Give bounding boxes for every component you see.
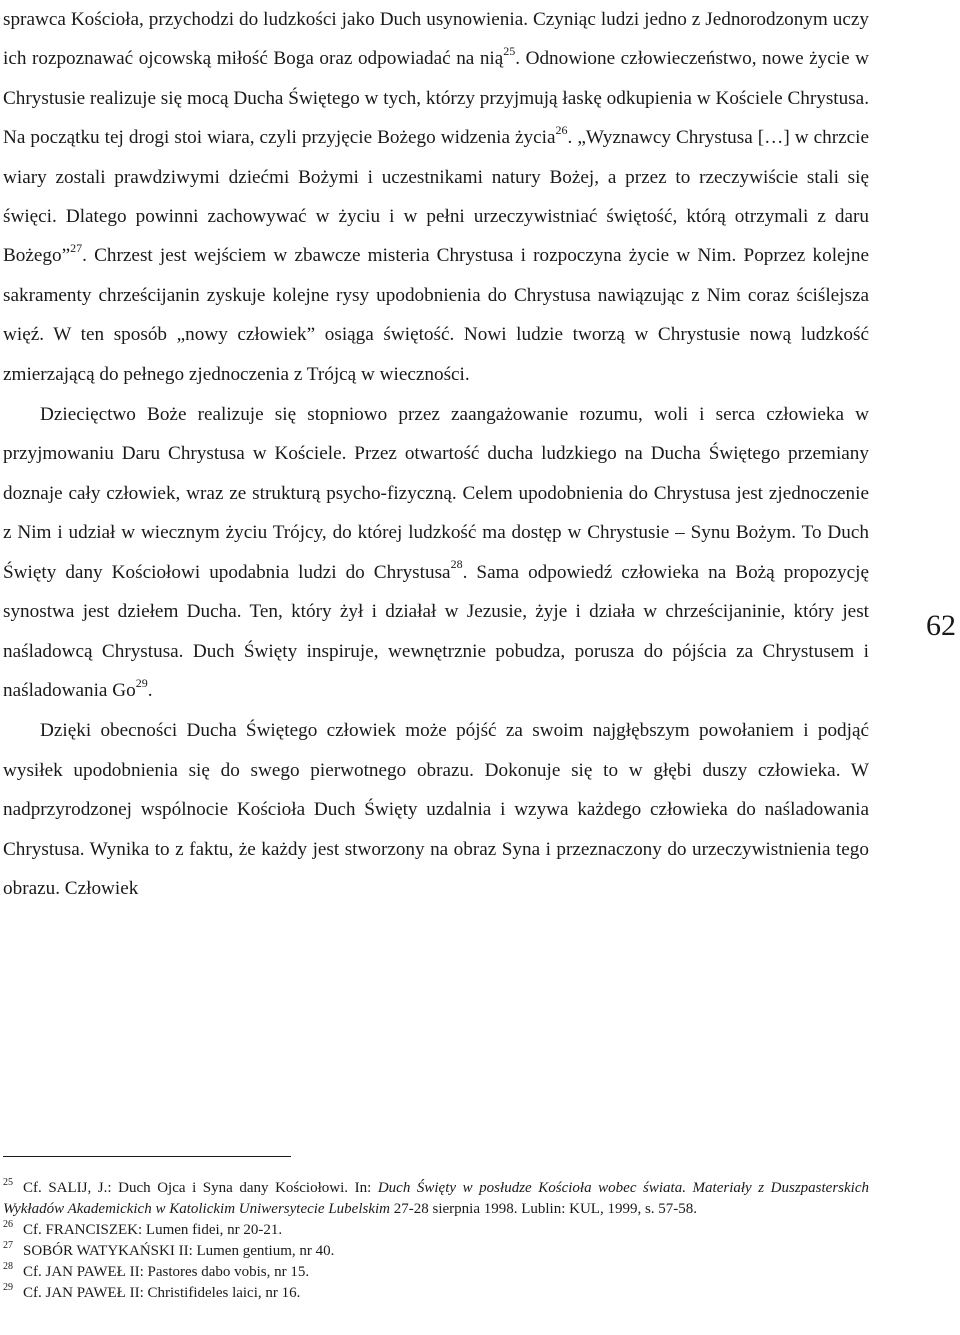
footnote-28 [3,1262,869,1283]
footnote-number: 25 [3,1177,13,1188]
text-run: . Sama odpowiedź człowieka na Bożą propozycję synostwa jest dziełem Ducha. Ten, który żył i działał w Jezusie, żyje i działa w chrześcijaninie, który jest naśladowcą Chrystusa. Duch Święty inspiruje, wewnętrznie pobudza, porusza do pójścia za Chrystusem i naśladowania Go [3,561,869,701]
footnote-text: Cf. FRANCISZEK: Lumen fidei, nr 20-21. [23,1222,283,1239]
page-number: 62 [926,609,956,642]
footnote-ref-26[interactable]: 26 [555,122,568,137]
footnote-ref-29[interactable]: 29 [135,675,148,690]
footnote-separator [3,1156,291,1157]
footnote-text: Cf. SALIJ, J.: Duch Ojca i Syna dany Kościołowi. In: [23,1180,378,1196]
text-run: . [147,679,153,701]
paragraph-3 [3,711,869,908]
paragraph-2 [3,395,869,710]
footnote-number: 26 [3,1219,13,1231]
footnote-text: 27-28 sierpnia 1998. Lublin: KUL, 1999, s. 57-58. [390,1201,698,1218]
footnote-27 [3,1241,869,1262]
footnote-25 [3,1178,869,1220]
footnote-text: Cf. JAN PAWEŁ II: Christifideles laici, nr 16. [23,1285,301,1302]
text-run: . Chrzest jest wejściem w zbawcze misteria Chrystusa i rozpoczyna życie w Nim. Poprzez kolejne sakramenty chrześcijanin zyskuje kolejne rysy upodobnienia do Chrystusa nawiązując z Nim coraz ściślejsza więź. W ten sposób „nowy człowiek” osiąga świętość. Nowi ludzie tworzą w Chrystusie nową ludzkość zmierzającą do pełnego zjednoczenia z Trójcą w wieczności. [3,245,869,385]
footnote-number: 29 [3,1282,13,1294]
main-text [3,0,869,908]
footnote-ref-25[interactable]: 25 [503,44,516,59]
text-run: Dzięki obecności Ducha Świętego człowiek może pójść za swoim najgłębszym powołaniem i podjąć wysiłek upodobnienia się do swego pierwotnego obrazu. Dokonuje się to w głębi duszy człowieka. W nadprzyrodzonej wspólnocie Kościoła Duch Święty uzdalnia i wzywa każdego człowieka do naśladowania Chrystusa. Wynika to z faktu, że każdy jest stworzony na obraz Syna i przeznaczony do urzeczywistnienia tego obrazu. Człowiek [3,720,869,899]
text-run: sprawca Kościoła, przychodzi do ludzkości jako Duch usynowienia. Czyniąc ludzi jedno z Jednorodzonym uczy ich rozpoznawać ojcowską miłość Boga oraz odpowiadać na nią [3,9,869,70]
text-run: . Odnowione człowieczeństwo, nowe życie w Chrystusie realizuje się mocą Ducha Świętego w tych, którzy przyjmują łaskę odkupienia w Kościele Chrystusa. Na początku tej drogi stoi wiara, czyli przyjęcie Bożego widzenia życia [3,48,869,149]
footnote-26 [3,1220,869,1241]
footnote-number: 27 [3,1240,13,1252]
footnote-ref-27[interactable]: 27 [70,241,83,256]
footnote-29 [3,1283,869,1304]
footnote-text: Cf. JAN PAWEŁ II: Pastores dabo vobis, nr 15. [23,1264,310,1281]
footnote-number: 28 [3,1261,13,1273]
footnote-title: Duch Święty w posłudze Kościoła wobec świata. Materiały z Duszpasterskich Wykładów Akademickich w Katolickim Uniwersytecie Lubelskim [3,1180,869,1218]
text-run: Dziecięctwo Boże realizuje się stopniowo przez zaangażowanie rozumu, woli i serca człowieka w przyjmowaniu Daru Chrystusa w Kościele. Przez otwartość ducha ludzkiego na Ducha Świętego przemiany doznaje cały człowiek, wraz ze strukturą psycho-fizyczną. Celem upodobnienia do Chrystusa jest zjednoczenie z Nim i udział w wiecznym życiu Trójcy, do której ludzkość ma dostęp w Chrystusie – Synu Bożym. To Duch Święty dany Kościołowi upodabnia ludzi do Chrystusa [3,404,869,583]
text-run: . „Wyznawcy Chrystusa […] w chrzcie wiary zostali prawdziwymi dziećmi Bożymi i uczestnikami natury Bożej, a przez to rzeczywiście stali się święci. Dlatego powinni zachowywać w życiu i w pełni urzeczywistniać świętość, którą otrzymali z daru Bożego” [3,127,869,267]
footnote-ref-28[interactable]: 28 [450,557,463,572]
paragraph-1 [3,0,869,394]
footnotes [3,1178,869,1305]
footnote-text: SOBÓR WATYKAŃSKI II: Lumen gentium, nr 40. [23,1243,335,1260]
